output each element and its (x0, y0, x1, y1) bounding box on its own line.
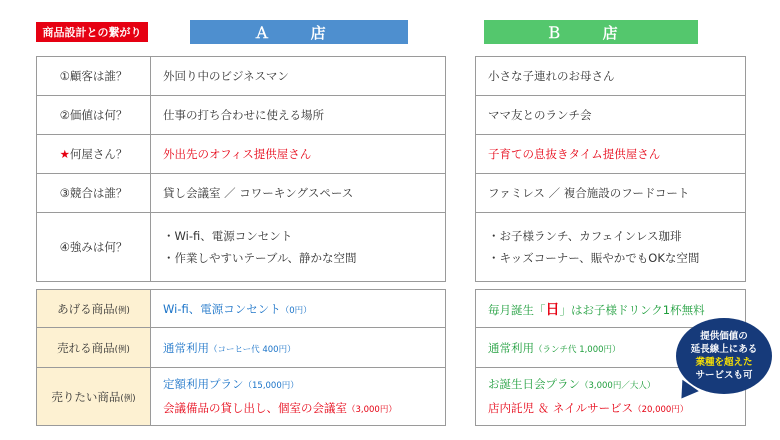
product-name: Wi-fi、電源コンセント (163, 301, 281, 316)
strength-item: ・作業しやすいテーブル、静かな空間 (163, 251, 357, 265)
store-b-cell: ファミレス ／ 複合施設のフードコート (476, 174, 746, 213)
analysis-table (36, 56, 746, 282)
column-gap (446, 174, 476, 213)
store-a-cell: 外出先のオフィス提供屋さん (151, 135, 446, 174)
column-gap (446, 135, 476, 174)
column-gap (446, 57, 476, 96)
table-row (37, 368, 746, 426)
store-a-cell (151, 368, 446, 426)
column-gap (446, 328, 476, 368)
store-b-cell: 小さな子連れのお母さん (476, 57, 746, 96)
store-a-cell (151, 290, 446, 328)
section-tag: 商品設計との繋がり (36, 22, 148, 42)
callout-line: 延長線上にある (690, 344, 758, 355)
row-label (37, 290, 151, 328)
products-table (36, 289, 746, 426)
row-label-text: あげる商品 (57, 301, 115, 316)
callout-line-highlight: 業種を超えた (695, 357, 753, 368)
product-name: お誕生日会プラン (488, 376, 580, 391)
product-price: （3,000円） (347, 404, 397, 415)
strength-item: ・キッズコーナー、賑やかでもOKな空間 (488, 251, 700, 265)
store-b-header: Ｂ 店 (484, 20, 698, 44)
product-price: （15,000円） (243, 380, 299, 391)
star-icon: ★ (59, 147, 70, 161)
table-row (37, 328, 746, 368)
row-label (37, 328, 151, 368)
store-a-cell (151, 213, 446, 282)
row-label: ④強みは何？ (37, 213, 151, 282)
table-row (37, 57, 746, 96)
strength-item: ・お子様ランチ、カフェインレス珈琲 (488, 229, 682, 243)
product-price: （3,000円／大人） (580, 380, 656, 391)
table-row (37, 135, 746, 174)
callout-line: サービスも可 (695, 370, 753, 381)
product-name: 通常利用 (163, 340, 209, 355)
product-name: 」はお子様ドリンク1杯無料 (559, 302, 705, 317)
product-name: 会議備品の貸し出し、個室の会議室 (163, 400, 347, 415)
store-b-cell: 子育ての息抜きタイム提供屋さん (476, 135, 746, 174)
strength-item: ・Wi-fi、電源コンセント (163, 229, 293, 243)
row-label-text: 売りたい商品 (51, 389, 121, 404)
store-a-cell: 外回り中のビジネスマン (151, 57, 446, 96)
product-price: （コーヒー代 400円） (209, 344, 296, 355)
product-line (163, 373, 445, 397)
example-note: (例) (120, 393, 136, 404)
column-gap (446, 368, 476, 426)
product-name: 通常利用 (488, 340, 534, 355)
store-a-cell (151, 328, 446, 368)
column-gap (446, 96, 476, 135)
store-a-cell: 貸し会議室 ／ コワーキングスペース (151, 174, 446, 213)
product-name: 毎月誕生「 (488, 302, 546, 317)
product-name: 店内託児 ＆ ネイルサービス (488, 400, 634, 415)
product-line (163, 397, 445, 421)
row-label-text: 何屋さん？ (69, 147, 128, 161)
example-note: (例) (114, 344, 130, 355)
column-gap (446, 213, 476, 282)
highlight-day: 日 (545, 301, 560, 318)
product-line (488, 397, 745, 421)
store-a-header: Ａ 店 (190, 20, 408, 44)
table-row (37, 174, 746, 213)
callout-line: 提供価値の (700, 331, 748, 342)
table-row (37, 96, 746, 135)
row-label: ③競合は誰？ (37, 174, 151, 213)
column-gap (446, 290, 476, 328)
row-label (37, 368, 151, 426)
product-name: 定額利用プラン (163, 376, 244, 391)
row-label: ②価値は何？ (37, 96, 151, 135)
product-price: （0円） (280, 305, 312, 316)
row-label-text: 売れる商品 (57, 340, 115, 355)
table-row (37, 290, 746, 328)
row-label: ①顧客は誰？ (37, 57, 151, 96)
store-b-cell (476, 213, 746, 282)
store-b-cell: ママ友とのランチ会 (476, 96, 746, 135)
callout-bubble (676, 318, 772, 394)
row-label (37, 135, 151, 174)
table-row (37, 213, 746, 282)
product-price: （ランチ代 1,000円） (534, 344, 621, 355)
store-a-cell: 仕事の打ち合わせに使える場所 (151, 96, 446, 135)
example-note: (例) (114, 305, 130, 316)
product-price: （20,000円） (633, 404, 689, 415)
